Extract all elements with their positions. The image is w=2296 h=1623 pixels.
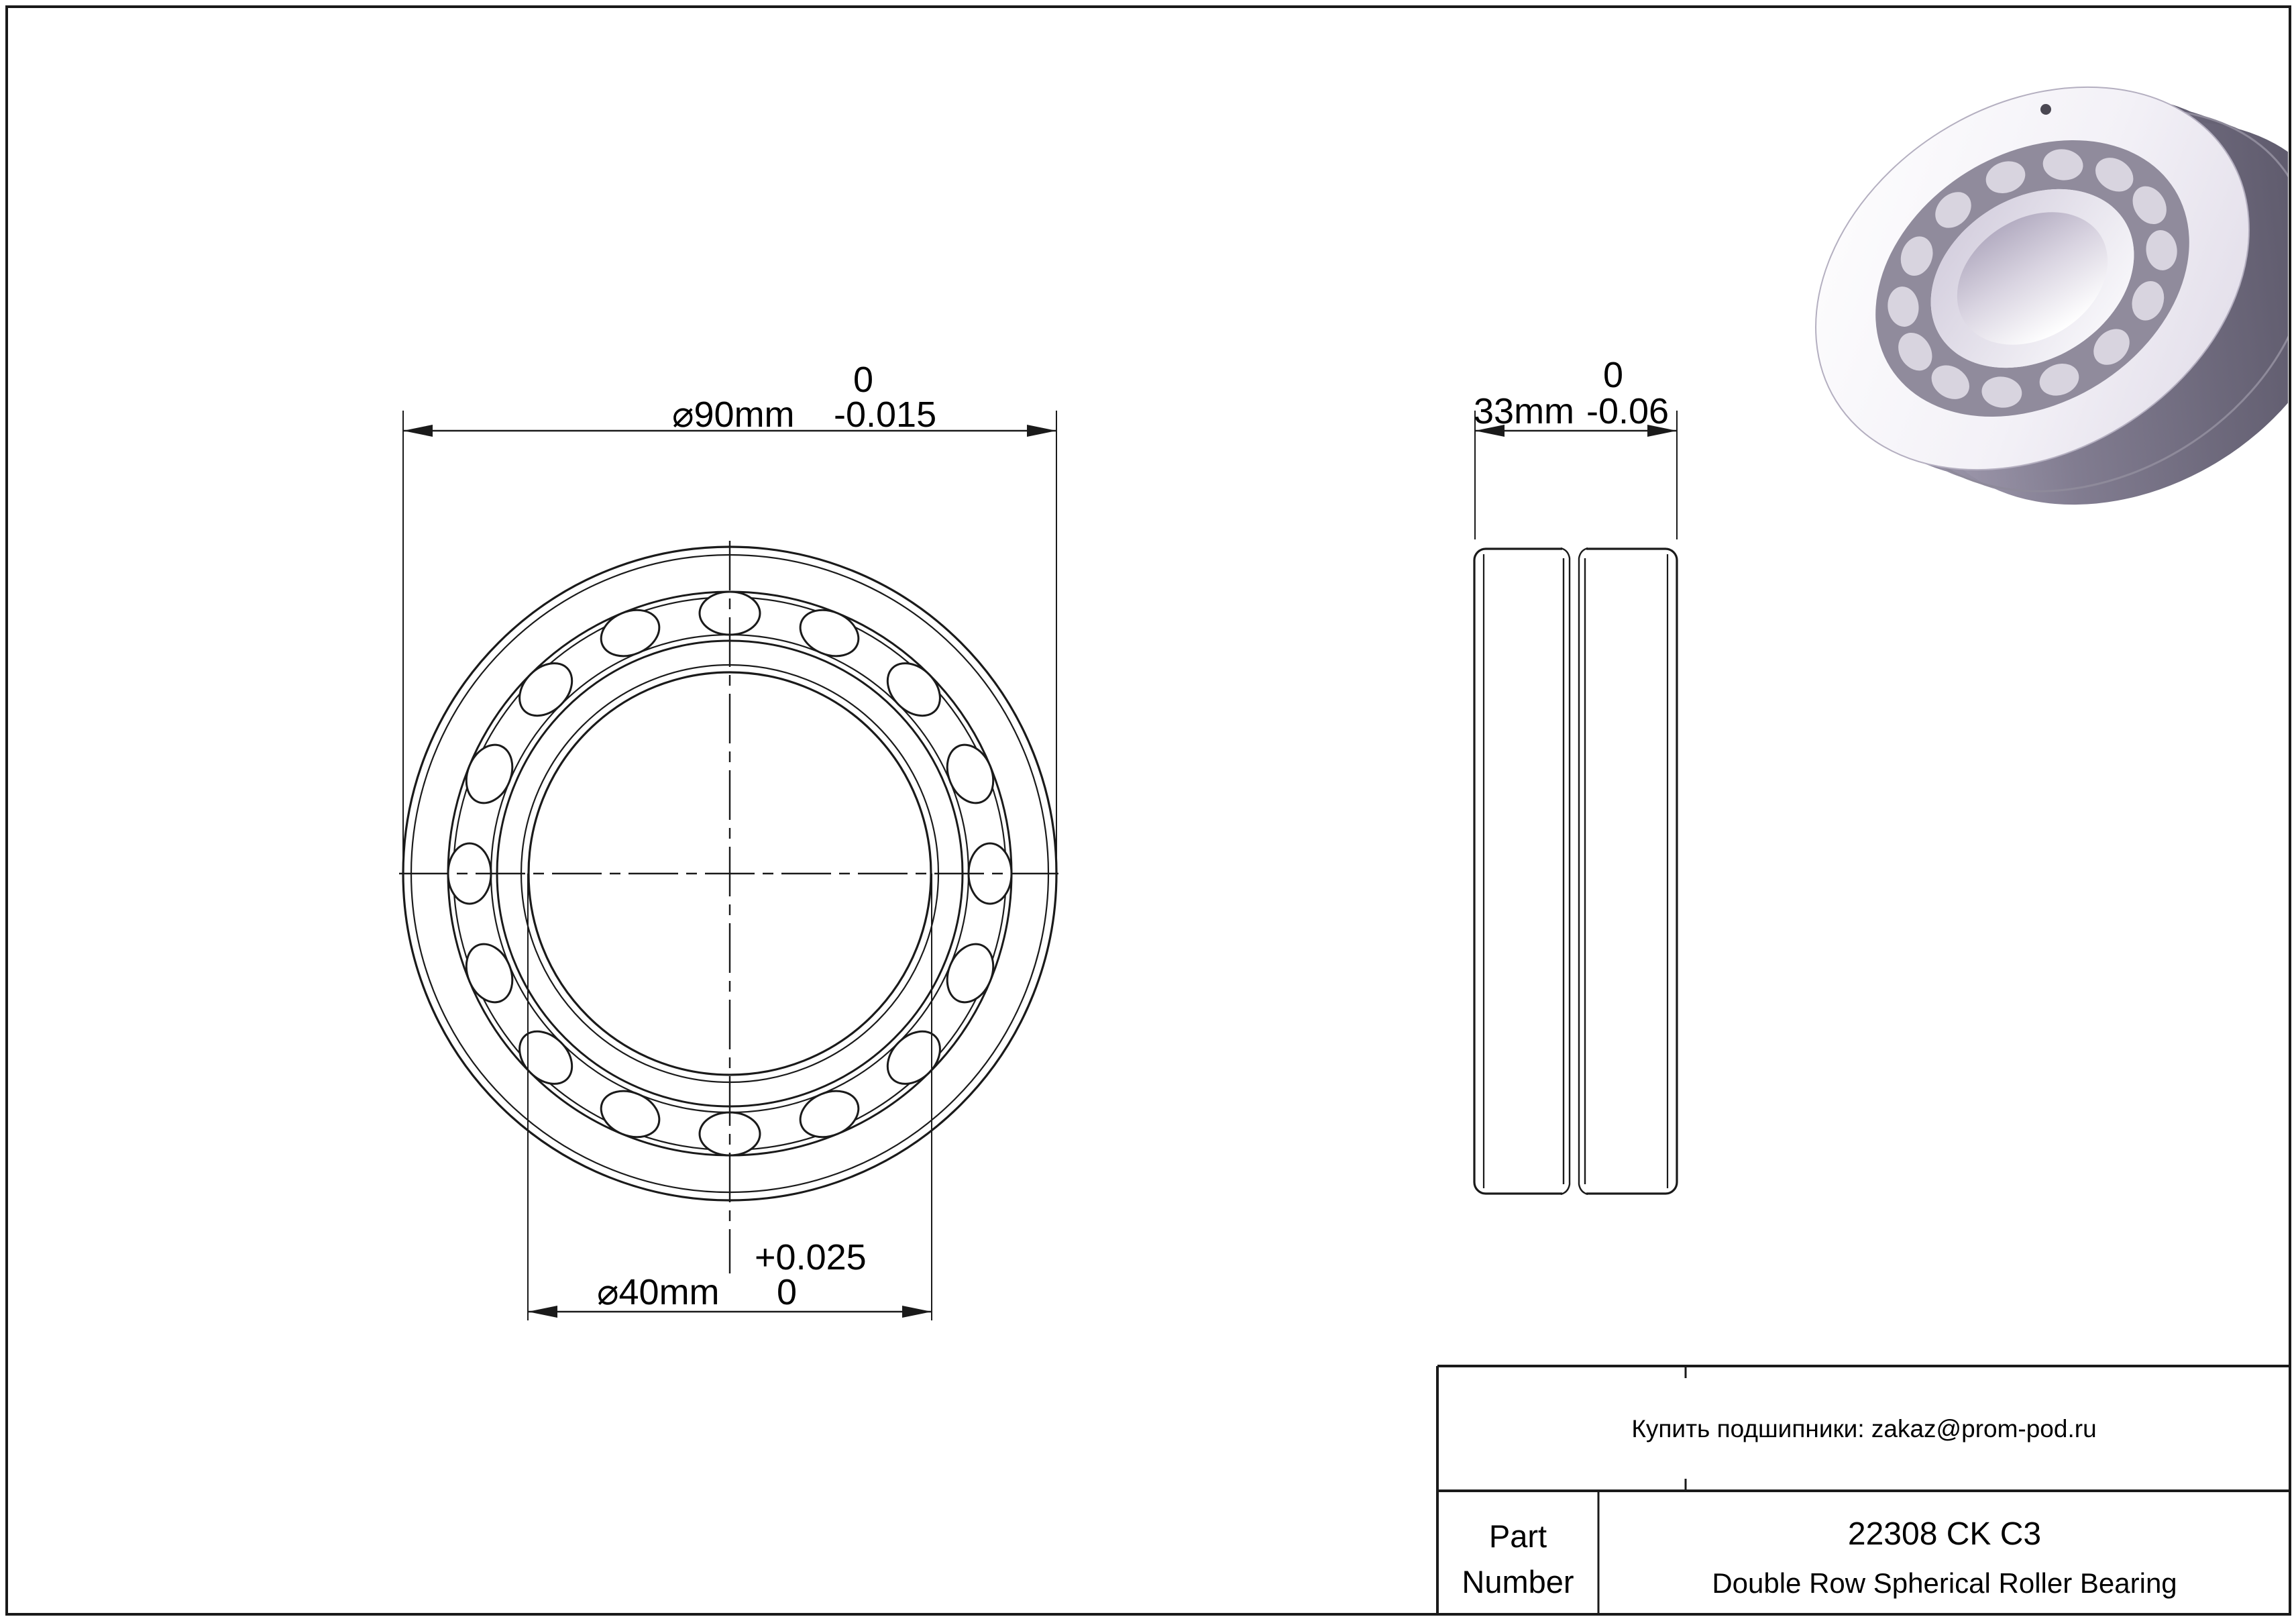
roller [594,602,667,665]
side-view-outline [1474,549,1677,1194]
dim33-tol-lower: -0.06 [1586,391,1670,431]
dim-width [1474,355,1677,539]
dim40-tol-upper: +0.025 [755,1237,867,1277]
roller [458,738,521,810]
dim90-label: ⌀90mm [672,395,795,435]
roller [794,602,866,665]
dim90-arrow-right [1027,425,1056,437]
roller [794,1083,866,1146]
roller [509,1021,582,1094]
roller [509,653,582,726]
roller [877,1021,950,1094]
roller [877,653,950,726]
front-view [399,541,1058,1273]
dim90-tol-upper: 0 [853,360,874,400]
dim40-arrow-left [528,1306,557,1318]
dim40-arrow-right [902,1306,932,1318]
dim90-tol-lower: -0.015 [834,395,937,435]
part-description: Double Row Spherical Roller Bearing [1712,1567,2177,1599]
roller [458,937,521,1010]
part-number-value: 22308 CK C3 [1847,1516,2042,1552]
render-lube-hole-dot [2040,104,2051,115]
part-number-label-line1: Part [1488,1518,1547,1554]
dim40-label: ⌀40mm [597,1272,720,1312]
dim33-label: 33mm [1474,391,1575,431]
roller [939,738,1002,810]
dim33-tol-upper: 0 [1603,355,1624,395]
contact-text: Купить подшипники: zakaz@prom-pod.ru [1631,1415,2097,1443]
title-block [1437,1366,2290,1614]
dim40-tol-lower: 0 [777,1272,798,1312]
bearing-3d-render [1745,9,2296,582]
roller [594,1083,667,1146]
part-number-label-line2: Number [1462,1564,1574,1600]
roller [939,937,1002,1010]
side-view [1474,545,1677,1197]
side-center-groove [1561,548,1588,1194]
dim90-arrow-left [403,425,433,437]
